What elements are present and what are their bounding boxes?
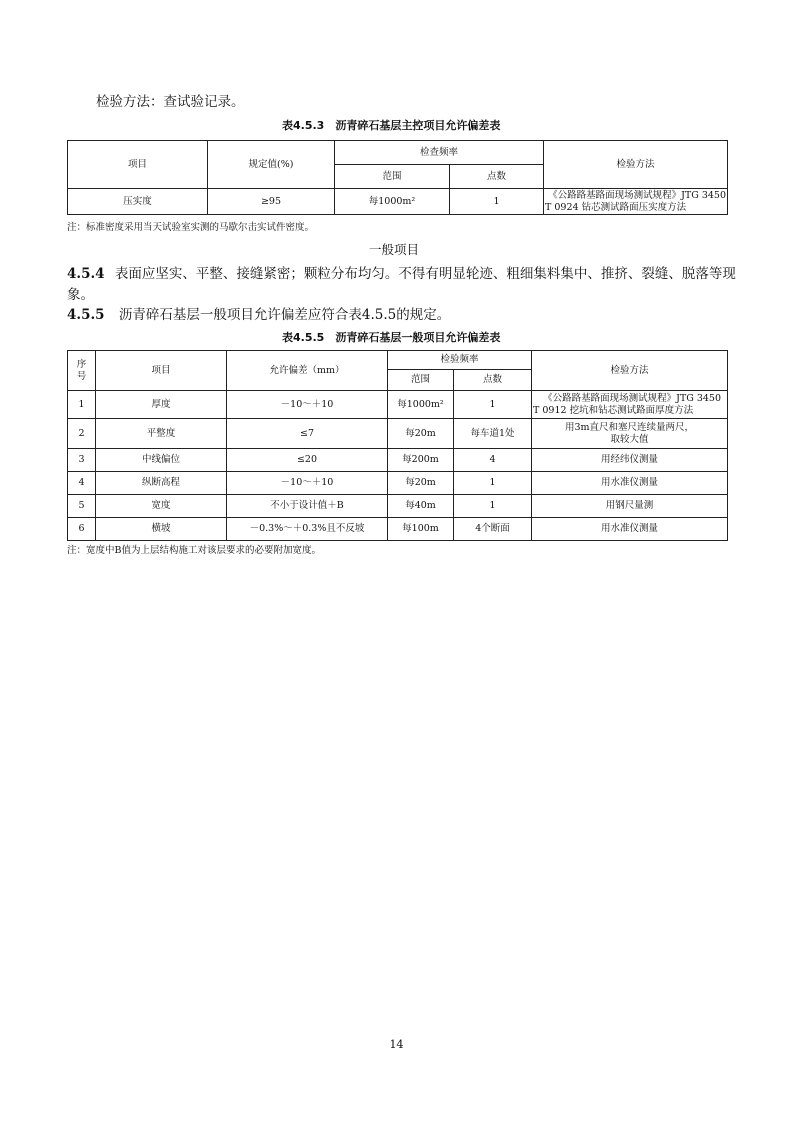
cell-method [532, 419, 728, 449]
cell-points: 1 [450, 189, 544, 215]
cell-seq: 4 [68, 472, 96, 495]
cell-points: 每车道1处 [454, 419, 532, 449]
cell-method: 用钢尺量测 [532, 495, 728, 518]
cell-tolerance: ≤7 [227, 419, 388, 449]
cell-points: 4个断面 [454, 518, 532, 541]
header-tolerance: 允许偏差（mm） [227, 351, 388, 391]
header-frequency: 检验频率 [388, 351, 532, 370]
method-line2: T 0924 钻芯测试路面压实度方法 [545, 201, 687, 213]
header-method: 检验方法 [544, 141, 728, 189]
cell-seq: 6 [68, 518, 96, 541]
cell-range: 每1000m² [388, 391, 454, 419]
method-line2: T 0912 挖坑和钻芯测试路面厚度方法 [533, 404, 694, 416]
cell-item: 宽度 [96, 495, 227, 518]
table2-note: 注：宽度中B值为上层结构施工对该层要求的必要附加宽度。 [67, 545, 321, 556]
table-row [68, 419, 728, 449]
table-row [68, 449, 728, 472]
method-line1: 《公路路基路面现场测试规程》JTG 3450 [543, 392, 722, 404]
cell-range: 每20m [388, 472, 454, 495]
cell-points: 1 [454, 472, 532, 495]
table-row [68, 518, 728, 541]
header-item: 项目 [96, 351, 227, 391]
header-method: 检验方法 [532, 351, 728, 391]
cell-method: 用水准仪测量 [532, 518, 728, 541]
cell-item: 压实度 [68, 189, 208, 215]
cell-item: 平整度 [96, 419, 227, 449]
cell-points: 1 [454, 495, 532, 518]
method-line2: 取较大值 [610, 433, 649, 445]
table-row [68, 472, 728, 495]
header-seq [68, 351, 96, 391]
cell-method: 用经纬仪测量 [532, 449, 728, 472]
cell-range: 每200m [388, 449, 454, 472]
cell-method [544, 189, 728, 215]
seq-char-2: 号 [76, 370, 87, 382]
cell-item: 纵断高程 [96, 472, 227, 495]
method-line1: 用3m直尺和塞尺连续量两尺， [564, 421, 695, 433]
cell-spec: ≥95 [208, 189, 335, 215]
cell-range: 每100m [388, 518, 454, 541]
main-control-table [67, 140, 728, 215]
clause-number: 4.5.5 [67, 307, 105, 323]
table-row [68, 189, 728, 215]
cell-item: 横坡 [96, 518, 227, 541]
section-heading: 一般项目 [369, 242, 420, 257]
cell-range: 每40m [388, 495, 454, 518]
header-spec: 规定值(%) [208, 141, 335, 189]
cell-points: 1 [454, 391, 532, 419]
clause-text: 表面应坚实、平整、接缝紧密；颗粒分布均匀。不得有明显轮迹、粗细集料集中、推挤、裂缝、脱落等现 [114, 266, 736, 282]
table-row [68, 495, 728, 518]
header-frequency: 检查频率 [335, 141, 544, 165]
clause-text: 沥青碎石基层一般项目允许偏差应符合表4.5.5的规定。 [118, 307, 451, 323]
seq-char-1: 序 [76, 358, 87, 370]
cell-range: 每1000m² [335, 189, 450, 215]
table1-caption: 表4.5.3 沥青碎石基层主控项目允许偏差表 [282, 119, 501, 132]
cell-item: 中线偏位 [96, 449, 227, 472]
header-item: 项目 [68, 141, 208, 189]
clause-number: 4.5.4 [67, 266, 105, 282]
cell-seq: 5 [68, 495, 96, 518]
cell-tolerance: －10～＋10 [227, 472, 388, 495]
header-points: 点数 [454, 370, 532, 391]
clause-4-5-4 [67, 262, 736, 282]
table1-note: 注：标准密度采用当天试验室实测的马歇尔击实试件密度。 [67, 222, 315, 233]
cell-tolerance: －0.3%～＋0.3%且不反坡 [227, 518, 388, 541]
cell-method: 用水准仪测量 [532, 472, 728, 495]
table-row [68, 391, 728, 419]
method-line1: 《公路路基路面现场测试规程》JTG 3450 [548, 189, 727, 201]
cell-seq: 1 [68, 391, 96, 419]
general-items-table [67, 350, 728, 541]
cell-range: 每20m [388, 419, 454, 449]
cell-item: 厚度 [96, 391, 227, 419]
cell-points: 4 [454, 449, 532, 472]
cell-seq: 3 [68, 449, 96, 472]
cell-method [532, 391, 728, 419]
cell-tolerance: 不小于设计值＋B [227, 495, 388, 518]
cell-tolerance: －10～＋10 [227, 391, 388, 419]
table2-caption: 表4.5.5 沥青碎石基层一般项目允许偏差表 [282, 331, 501, 344]
header-points: 点数 [450, 165, 544, 189]
cell-seq: 2 [68, 419, 96, 449]
intro-line: 检验方法：查试验记录。 [96, 94, 245, 110]
cell-tolerance: ≤20 [227, 449, 388, 472]
header-range: 范围 [388, 370, 454, 391]
page-number: 14 [389, 1038, 404, 1051]
clause-4-5-5 [67, 303, 450, 323]
clause-4-5-4-cont: 象。 [67, 287, 94, 303]
header-range: 范围 [335, 165, 450, 189]
